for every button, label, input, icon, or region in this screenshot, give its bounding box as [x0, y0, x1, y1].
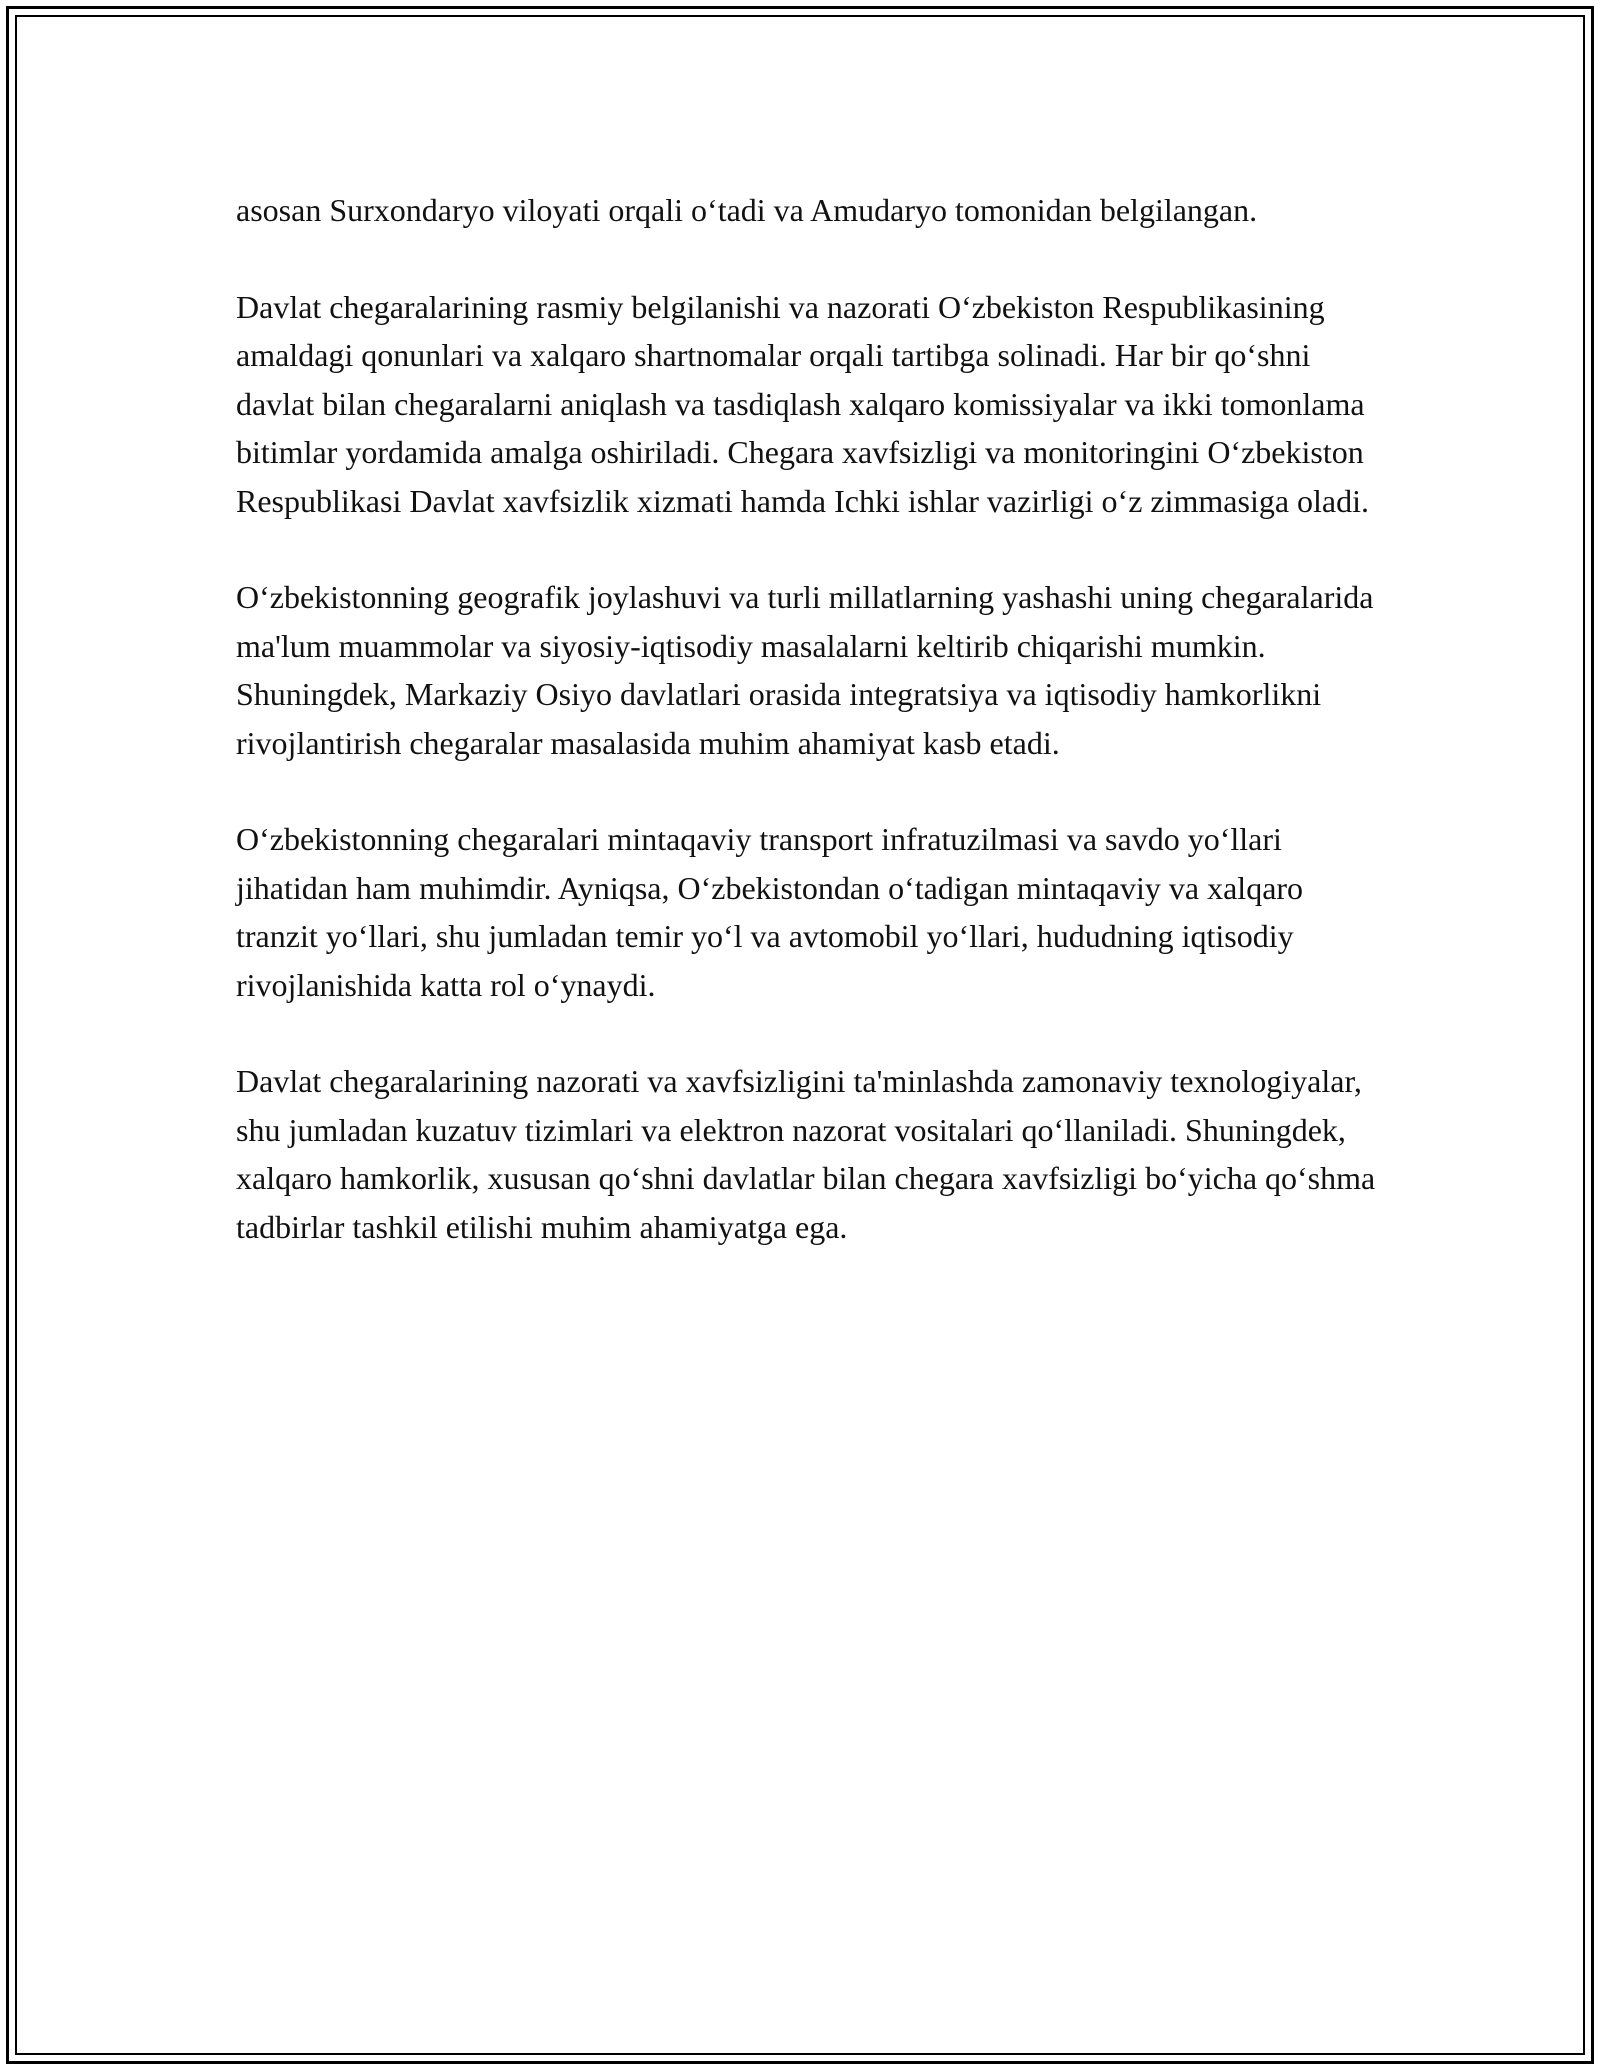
- paragraph-2: Davlat chegaralarining rasmiy belgilanishi va nazorati O‘zbekiston Respublikasining amaldagi qonunlari va xalqaro shartnomalar orqali tartibga solinadi. Har bir qo‘shni davlat bilan chegaralarni aniqlash va tasdiqlash xalqaro komissiyalar va ikki tomonlama bitimlar yordamida amalga oshiriladi. Chegara xavfsizligi va monitoringini O‘zbekiston Respublikasi Davlat xavfsizlik xizmati hamda Ichki ishlar vazirligi o‘z zimmasiga oladi.: [236, 288, 1370, 519]
- paragraph-5: Davlat chegaralarining nazorati va xavfsizligini ta'minlashda zamonaviy texnologiyalar, shu jumladan kuzatuv tizimlari va elektron nazorat vositalari qo‘llaniladi. Shuningdek, xalqaro hamkorlik, xususan qo‘shni davlatlar bilan chegara xavfsizligi bo‘yicha qo‘shma tadbirlar tashkil etilishi muhim ahamiyatga ega.: [236, 1063, 1376, 1245]
- document-body: [236, 186, 1376, 1299]
- paragraph-1: asosan Surxondaryo viloyati orqali o‘tadi va Amudaryo tomonidan belgilangan.: [236, 192, 1258, 228]
- paragraph-4: O‘zbekistonning chegaralari mintaqaviy transport infratuzilmasi va savdo yo‘llari jihatidan ham muhimdir. Ayniqsa, O‘zbekistondan o‘tadigan mintaqaviy va xalqaro tranzit yo‘llari, shu jumladan temir yo‘l va avtomobil yo‘llari, hududning iqtisodiy rivojlanishida katta rol o‘ynaydi.: [236, 821, 1304, 1003]
- paragraph-3: O‘zbekistonning geografik joylashuvi va turli millatlarning yashashi uning chegaralarida ma'lum muammolar va siyosiy-iqtisodiy masalalarni keltirib chiqarishi mumkin. Shuningdek, Markaziy Osiyo davlatlari orasida integratsiya va iqtisodiy hamkorlikni rivojlantirish chegaralar masalasida muhim ahamiyat kasb etadi.: [236, 579, 1374, 761]
